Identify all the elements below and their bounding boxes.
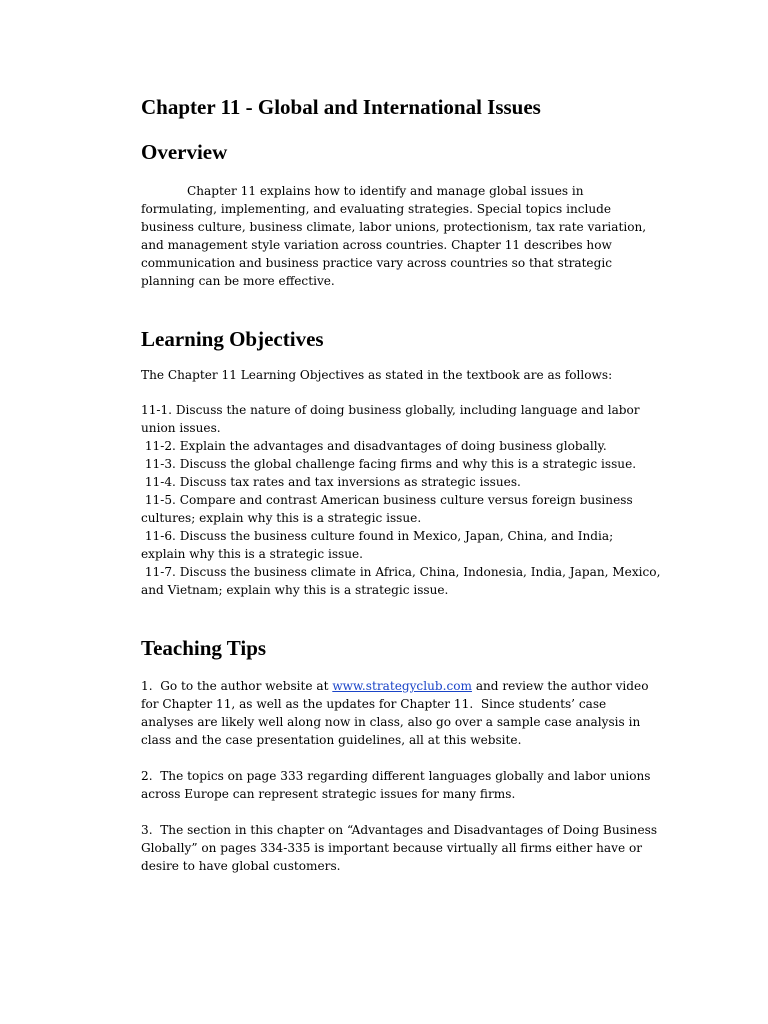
learning-objectives-heading: Learning Objectives — [141, 327, 324, 351]
objective-item: 11-2. Explain the advantages and disadvantages of doing business globally. — [141, 439, 607, 453]
learning-objectives-list — [141, 401, 665, 599]
objective-item: 11-3. Discuss the global challenge facing firms and why this is a strategic issue. — [141, 457, 637, 471]
objective-item: 11-1. Discuss the nature of doing business globally, including language and labor union issues. — [141, 403, 644, 435]
strategyclub-link[interactable]: www.strategyclub.com — [332, 679, 472, 693]
chapter-title: Chapter 11 - Global and International Issues — [141, 95, 541, 119]
document-page — [141, 93, 665, 875]
objective-item: 11-6. Discuss the business culture found in Mexico, Japan, China, and India; explain why this is a strategic issue. — [141, 529, 618, 561]
teaching-tip-2: 2. The topics on page 333 regarding different languages globally and labor unions across Europe can represent strategic issues for many firms. — [141, 769, 655, 801]
tip-1-text-before: 1. Go to the author website at — [141, 679, 333, 693]
objective-item: 11-4. Discuss tax rates and tax inversions as strategic issues. — [141, 475, 521, 489]
overview-heading: Overview — [141, 140, 228, 164]
teaching-tips-heading: Teaching Tips — [141, 636, 267, 660]
objective-item: 11-5. Compare and contrast American business culture versus foreign business cultures; explain why this is a strategic issue. — [141, 493, 637, 525]
learning-objectives-intro: The Chapter 11 Learning Objectives as stated in the textbook are as follows: — [141, 368, 613, 382]
objective-item: 11-7. Discuss the business climate in Africa, China, Indonesia, India, Japan, Mexico, and Vietnam; explain why this is a strategic issue. — [141, 565, 665, 597]
overview-paragraph: Chapter 11 explains how to identify and manage global issues in formulating, implementing, and evaluating strategies. Special topics include business culture, business climate, labor unions, protectionism, tax rate variation, and management style variation across countries. Chapter 11 describes how communication and business practice vary across countries so that strategic planning can be more effective. — [141, 184, 647, 288]
tip-1-text-after: and review the author video for Chapter 11, as well as the updates for Chapter 11. Since students’ case analyses are likely well along now in class, also go over a sample case analysis in class and the case presentation guidelines, all at this website. — [141, 679, 653, 747]
teaching-tip-3: 3. The section in this chapter on “Advantages and Disadvantages of Doing Business Globally” on pages 334-335 is important because virtually all firms either have or desire to have global customers. — [141, 823, 661, 873]
teaching-tip-1 — [141, 677, 661, 749]
